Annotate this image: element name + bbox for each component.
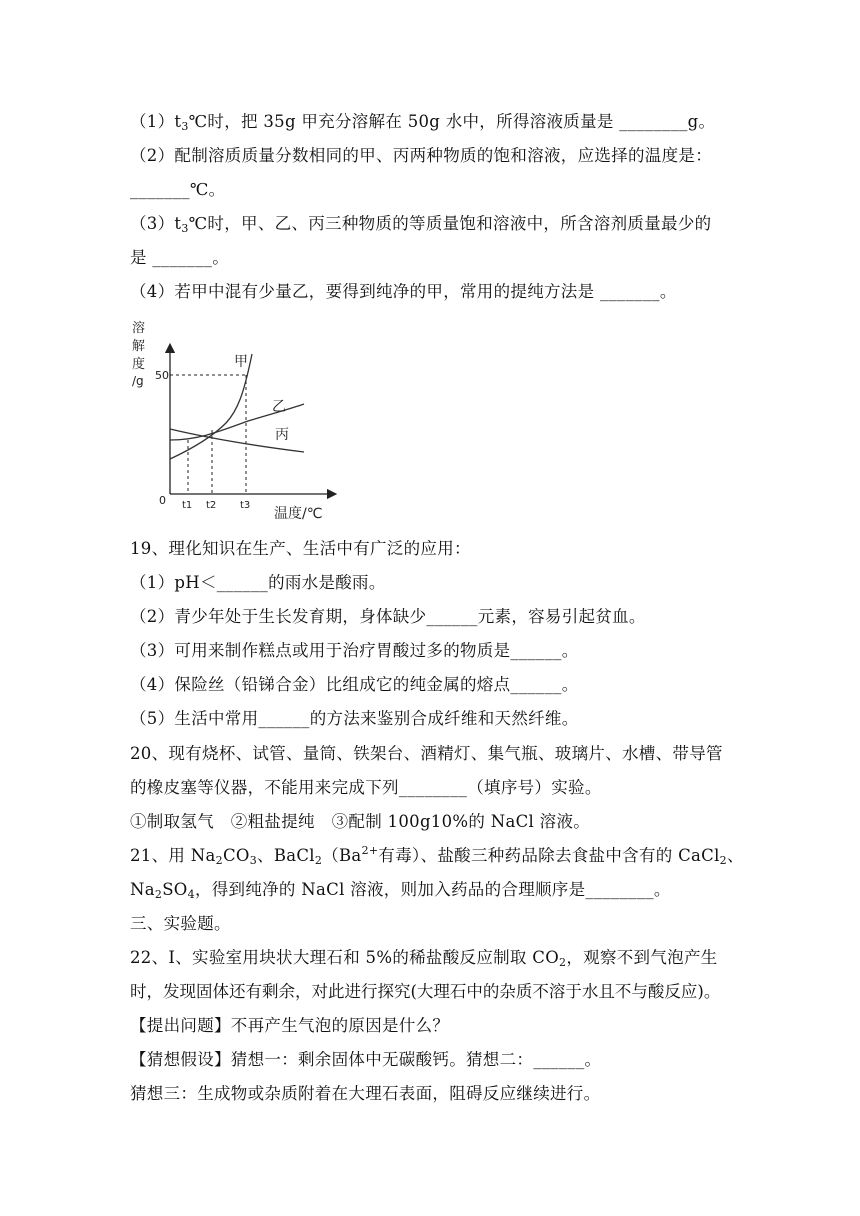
answer-blank[interactable]: ______	[426, 607, 478, 626]
text: （3）t	[130, 214, 182, 233]
text: 【猜想假设】猜想一：剩余固体中无碳酸钙。猜想二：	[130, 1050, 534, 1069]
text: 。	[212, 248, 230, 267]
q19-item	[130, 572, 386, 594]
x-tick-t1: t1	[182, 500, 193, 511]
section-heading: 三、实验题。	[130, 914, 231, 933]
subscript: 2	[215, 854, 223, 867]
answer-blank[interactable]: _______	[152, 248, 213, 267]
x-tick-t3: t3	[240, 500, 251, 511]
x-axis-label: 温度/℃	[274, 506, 323, 522]
text: ℃时，把 35g 甲充分溶解在 50g 水中，所得溶液质量是	[188, 112, 620, 131]
q22-hypothesis	[130, 1049, 601, 1071]
text: 。	[653, 880, 671, 899]
q20-line3: ①制取氢气 ②粗盐提纯 ③配制 100g10%的 NaCl 溶液。	[130, 812, 591, 831]
answer-blank[interactable]: ______	[216, 573, 269, 592]
q19-item	[130, 708, 579, 730]
answer-blank[interactable]: ________	[619, 112, 688, 131]
y-tick-50: 50	[155, 369, 169, 382]
text: （4）若甲中混有少量乙，要得到纯净的甲，常用的提纯方法是	[130, 282, 600, 301]
text: 。	[584, 1050, 602, 1069]
q19-item	[130, 674, 579, 696]
text: 的雨水是酸雨。	[268, 573, 386, 592]
subscript: 2	[719, 854, 727, 867]
q22-line2: 时，发现固体还有剩余，对此进行探究(大理石中的杂质不溶于水且不与酸反应)。	[130, 982, 721, 1001]
q20-line2	[130, 777, 602, 799]
text: （5）生活中常用	[130, 709, 259, 728]
y-label-char: 度	[132, 357, 146, 372]
text: （4）保险丝（铅锑合金）比组成它的纯金属的熔点	[130, 675, 511, 694]
text: ，得到纯净的 NaCl 溶液，则加入药品的合理顺序是	[194, 880, 586, 899]
text: （1）pH＜	[130, 573, 217, 592]
text: （1）t	[130, 112, 182, 131]
text: Na	[130, 880, 155, 899]
subscript: 3	[249, 854, 258, 867]
text: （填序号）实验。	[467, 778, 602, 797]
text: （3）可用来制作糕点或用于治疗胃酸过多的物质是	[130, 641, 511, 660]
q18-part3-cont	[130, 247, 229, 269]
text: 、BaCl	[257, 846, 315, 865]
q19-title: 19、理化知识在生产、生活中有广泛的应用：	[130, 539, 471, 558]
x-tick-t2: t2	[206, 500, 217, 511]
text: 。	[561, 641, 579, 660]
q22-question: 【提出问题】不再产生气泡的原因是什么？	[130, 1016, 450, 1035]
answer-blank[interactable]: ______	[510, 675, 562, 694]
text: 的橡皮塞等仪器，不能用来完成下列	[130, 778, 399, 797]
text: 是	[130, 248, 153, 267]
answer-blank[interactable]: ______	[533, 1050, 585, 1069]
y-label-char: 溶	[132, 321, 146, 336]
q18-part2-cont	[130, 179, 225, 201]
text: 、	[726, 846, 744, 865]
answer-blank[interactable]: ______	[258, 709, 310, 728]
text: g。	[687, 112, 716, 131]
q18-part4	[130, 281, 677, 303]
q18-part1	[130, 111, 715, 133]
subscript: 3	[181, 222, 189, 235]
superscript: 2+	[361, 844, 379, 857]
subscript: 2	[559, 956, 567, 969]
series-label-bing: 丙	[275, 427, 289, 443]
text: 。	[659, 282, 677, 301]
q21-line2	[130, 879, 671, 901]
q19-item	[130, 606, 646, 628]
q21-line1	[130, 845, 744, 867]
text: ℃时，甲、乙、丙三种物质的等质量饱和溶液中，所含溶剂质量最少的	[188, 214, 712, 233]
q18-part3	[130, 213, 711, 235]
answer-blank[interactable]: ________	[398, 778, 468, 797]
q18-part2: （2）配制溶质质量分数相同的甲、丙两种物质的饱和溶液，应选择的温度是：	[130, 146, 712, 165]
subscript: 2	[154, 888, 163, 901]
q19-item	[130, 640, 579, 662]
origin-label: 0	[159, 494, 166, 507]
answer-blank[interactable]: ______	[510, 641, 562, 660]
y-label-char: 解	[132, 339, 146, 354]
text: ℃。	[189, 180, 226, 199]
series-label-yi: 乙	[272, 399, 286, 415]
text: ，观察不到气泡产生	[566, 948, 718, 967]
text: （Ba	[322, 846, 362, 865]
text: 有毒）、盐酸三种药品除去食盐中含有的 CaCl	[378, 846, 720, 865]
subscript: 3	[181, 120, 189, 133]
text: SO	[162, 880, 188, 899]
text: （2）青少年处于生长发育期，身体缺少	[130, 607, 427, 626]
text: 。	[561, 675, 579, 694]
solubility-chart	[128, 318, 358, 522]
text: 22、Ⅰ、实验室用块状大理石和 5%的稀盐酸反应制取 CO	[130, 948, 560, 967]
q22-line1	[130, 947, 718, 969]
q20-line1: 20、现有烧杯、试管、量筒、铁架台、酒精灯、集气瓶、玻璃片、水槽、带导管	[130, 744, 723, 763]
q22-hypothesis3: 猜想三：生成物或杂质附着在大理石表面，阻碍反应继续进行。	[130, 1084, 601, 1103]
series-label-jia: 甲	[234, 354, 248, 370]
text: CO	[222, 846, 250, 865]
subscript: 4	[187, 888, 195, 901]
subscript: 2	[314, 854, 323, 867]
answer-blank[interactable]: _______	[599, 282, 660, 301]
text: 21、用 Na	[130, 846, 216, 865]
text: 元素，容易引起贫血。	[477, 607, 646, 626]
answer-blank[interactable]: ________	[585, 880, 654, 899]
y-label-char: /g	[132, 374, 144, 388]
text: 的方法来鉴别合成纤维和天然纤维。	[309, 709, 579, 728]
answer-blank[interactable]: _______	[130, 180, 190, 199]
